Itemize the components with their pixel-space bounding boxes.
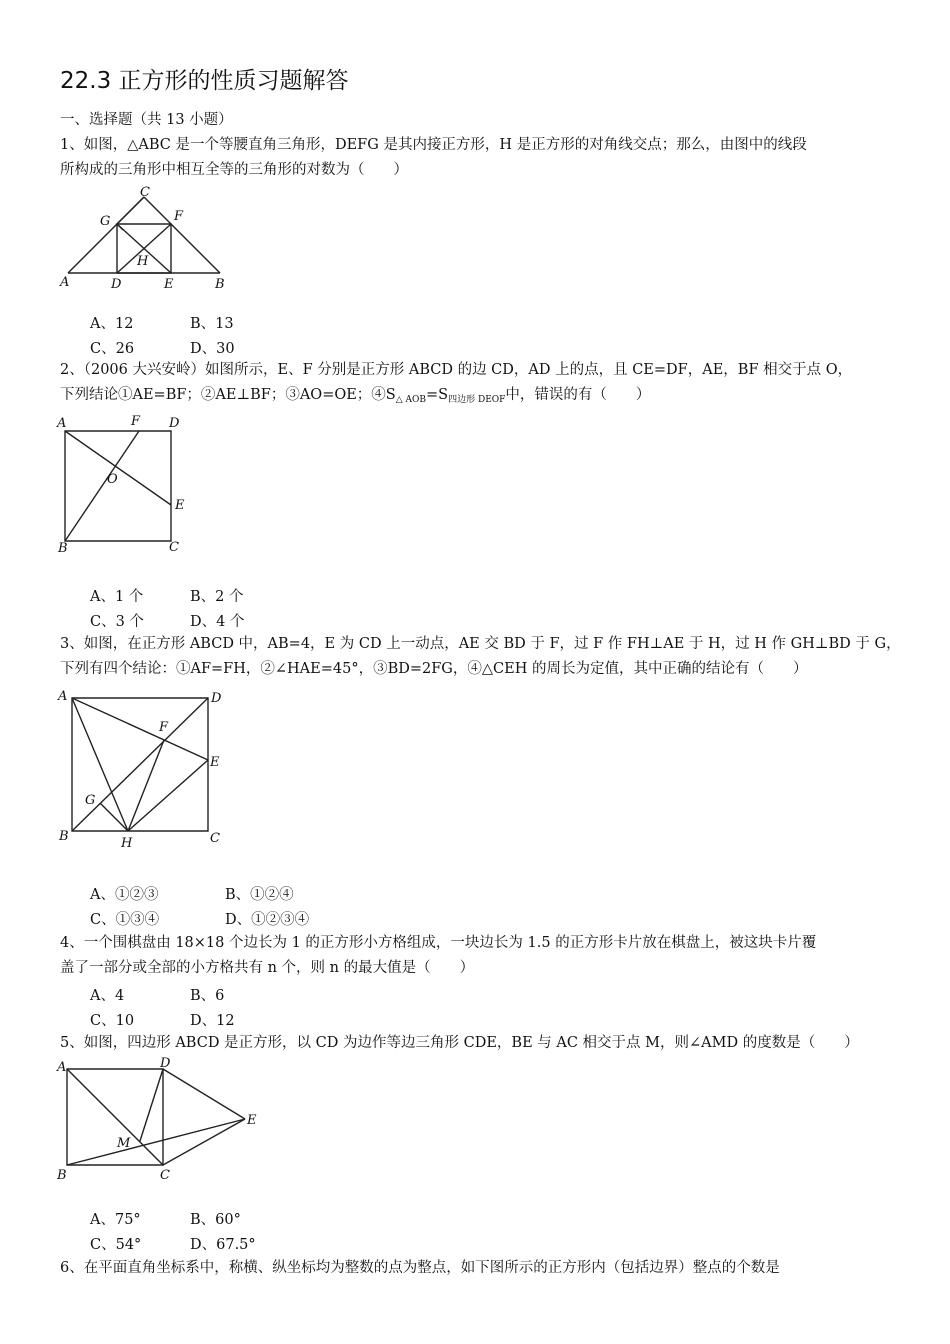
q3-label-b: B xyxy=(59,829,69,844)
q5-seg-ce xyxy=(163,1119,245,1165)
q2-line-1: 2、（2006 大兴安岭）如图所示，E、F 分别是正方形 ABCD 的边 CD，AD 上的点，且 CE=DF，AE，BF 相交于点 O， xyxy=(60,362,853,378)
q2-line-2 xyxy=(60,385,650,410)
q5-seg-dm xyxy=(140,1069,163,1141)
q1-option-b: B、13 xyxy=(190,316,234,332)
q5-label-e: E xyxy=(247,1113,257,1128)
q4-option-b: B、6 xyxy=(190,988,225,1004)
q5-label-c: C xyxy=(160,1168,170,1183)
q2-sub-deof: 四边形 DEOF xyxy=(448,395,506,405)
q1-label-a: A xyxy=(60,275,70,290)
q3-diag-bd xyxy=(72,698,208,831)
q2-figure xyxy=(55,413,195,558)
q5-option-d: D、67.5° xyxy=(190,1237,256,1253)
q2-square xyxy=(65,431,171,541)
q3-line-1: 3、如图，在正方形 ABCD 中，AB=4，E 为 CD 上一动点，AE 交 BD 于 F，过 F 作 FH⊥AE 于 H，过 H 作 GH⊥BD 于 G， xyxy=(60,636,901,652)
q5-label-m: M xyxy=(117,1136,131,1151)
q5-option-a: A、75° xyxy=(90,1212,141,1228)
q2-line-2-text: 下列结论①AE=BF；②AE⊥BF；③AO=OE；④S xyxy=(60,387,396,403)
q1-seg-cg xyxy=(117,197,144,224)
q3-seg-gh xyxy=(100,803,128,831)
q5-label-a: A xyxy=(57,1060,67,1075)
q1-option-c: C、26 xyxy=(90,341,135,357)
q1-label-h: H xyxy=(137,254,149,269)
q3-label-c: C xyxy=(210,831,220,846)
q5-diag-ac xyxy=(67,1069,163,1165)
q3-option-c: C、①③④ xyxy=(90,912,160,928)
q4-option-a: A、4 xyxy=(90,988,125,1004)
q5-option-b: B、60° xyxy=(190,1212,241,1228)
q1-label-d: D xyxy=(111,277,122,292)
q2-label-b: B xyxy=(58,541,68,556)
q1-option-a: A、12 xyxy=(90,316,134,332)
q1-label-b: B xyxy=(215,277,225,292)
q3-label-f: F xyxy=(159,720,169,735)
q1-line-1: 1、如图，△ABC 是一个等腰直角三角形，DEFG 是其内接正方形，H 是正方形的对角线交点；那么，由图中的线段 xyxy=(60,137,807,153)
q2-seg-ae xyxy=(65,431,171,505)
q2-label-c: C xyxy=(169,540,179,555)
q2-option-c: C、3 个 xyxy=(90,614,144,630)
q3-label-e: E xyxy=(210,755,220,770)
q1-label-g: G xyxy=(100,214,111,229)
q3-label-g: G xyxy=(85,793,96,808)
q1-label-c: C xyxy=(140,185,150,200)
q1-label-e: E xyxy=(164,277,174,292)
q5-seg-de xyxy=(163,1069,245,1119)
q2-option-a: A、1 个 xyxy=(90,589,144,605)
q2-label-e: E xyxy=(175,498,185,513)
q4-line-2: 盖了一部分或全部的小方格共有 n 个，则 n 的最大值是（ ） xyxy=(60,960,475,976)
q2-option-b: B、2 个 xyxy=(190,589,244,605)
q1-label-f: F xyxy=(174,209,184,224)
q4-line-1: 4、一个围棋盘由 18×18 个边长为 1 的正方形小方格组成，一块边长为 1.5 的正方形卡片放在棋盘上，被这块卡片覆 xyxy=(60,935,817,951)
q2-label-o: O xyxy=(107,472,118,487)
q1-option-d: D、30 xyxy=(190,341,235,357)
q3-label-h: H xyxy=(121,836,133,851)
q3-seg-eh xyxy=(128,760,208,831)
q2-seg-bf xyxy=(65,431,139,541)
q3-figure xyxy=(55,688,230,853)
q2-option-d: D、4 个 xyxy=(190,614,245,630)
q3-label-a: A xyxy=(58,689,68,704)
q2-label-d: D xyxy=(169,416,180,431)
q3-seg-fh xyxy=(128,740,164,831)
q2-line-2-tail: 中，错误的有（ ） xyxy=(505,387,651,403)
q5-figure xyxy=(55,1057,270,1187)
q5-label-d: D xyxy=(160,1056,171,1071)
q3-seg-ah xyxy=(72,698,128,831)
q2-line-2-mid: =S xyxy=(426,387,449,403)
q4-option-d: D、12 xyxy=(190,1013,235,1029)
page-title: 22.3 正方形的性质习题解答 xyxy=(60,68,349,94)
q4-option-c: C、10 xyxy=(90,1013,135,1029)
q1-figure xyxy=(60,185,230,295)
q3-line-2: 下列有四个结论：①AF=FH，②∠HAE=45°，③BD=2FG，④△CEH 的周长为定值，其中正确的结论有（ ） xyxy=(60,661,808,677)
q3-option-b: B、①②④ xyxy=(225,887,294,903)
q5-line-1: 5、如图，四边形 ABCD 是正方形，以 CD 为边作等边三角形 CDE，BE 与 AC 相交于点 M，则∠AMD 的度数是（ ） xyxy=(60,1035,859,1051)
q3-label-d: D xyxy=(211,691,222,706)
q3-seg-ae xyxy=(72,698,208,760)
q5-option-c: C、54° xyxy=(90,1237,142,1253)
q2-label-f: F xyxy=(131,414,141,429)
q2-label-a: A xyxy=(57,416,67,431)
section-heading: 一、选择题（共 13 小题） xyxy=(60,112,233,128)
q5-label-b: B xyxy=(57,1168,67,1183)
q1-line-2: 所构成的三角形中相互全等的三角形的对数为（ ） xyxy=(60,162,408,178)
q6-line-1: 6、在平面直角坐标系中，称横、纵坐标均为整数的点为整点，如下图所示的正方形内（包括边界）整点的个数是 xyxy=(60,1260,780,1276)
q3-option-d: D、①②③④ xyxy=(225,912,310,928)
q2-sub-aob: △ AOB xyxy=(395,395,427,405)
q3-option-a: A、①②③ xyxy=(90,887,159,903)
